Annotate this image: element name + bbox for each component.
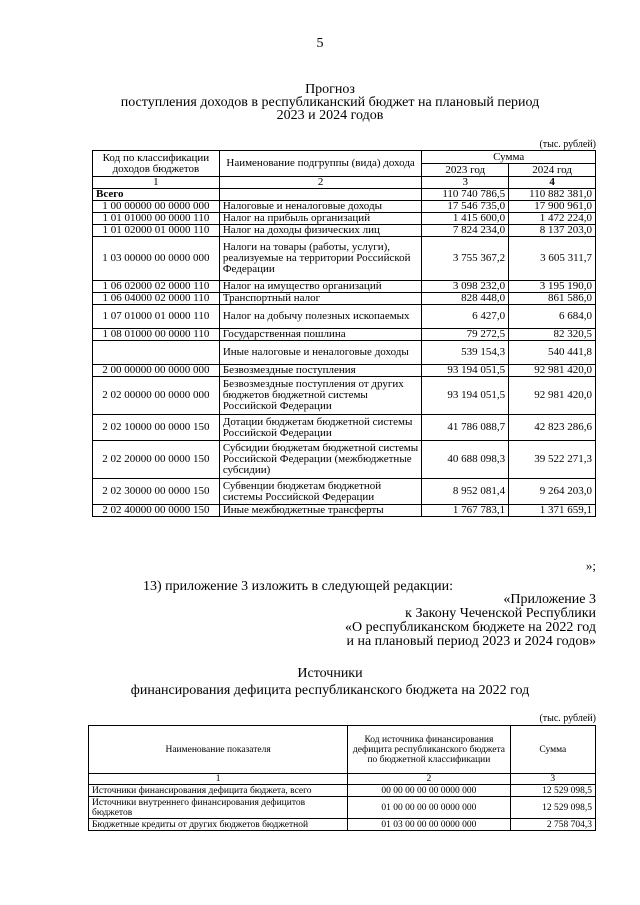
forecast-table (92, 150, 596, 517)
forecast-closing: »; (585, 558, 596, 573)
sources-table (88, 725, 596, 831)
header-num-3: 3 (510, 774, 595, 785)
row-name: Налоги на товары (работы, услуги), реализуемые на территории Российской Федерации (219, 237, 422, 281)
row-code: Всего (93, 189, 220, 201)
row-name: Безвозмездные поступления (219, 365, 422, 377)
table-row (93, 341, 596, 365)
row-name: Налог на добычу полезных ископаемых (219, 305, 422, 329)
row-value-2024: 92 981 420,0 (509, 365, 596, 377)
row-value-2023: 6 427,0 (422, 305, 509, 329)
row-code: 1 00 00000 00 0000 000 (93, 201, 220, 213)
row-amount: 12 529 098,5 (510, 785, 595, 797)
header-num-2: 2 (219, 177, 422, 189)
row-value-2024: 3 605 311,7 (509, 237, 596, 281)
header-num-1: 1 (93, 177, 220, 189)
header-amount: Сумма (510, 726, 595, 774)
row-name: Бюджетные кредиты от других бюджетов бюджетной (89, 819, 348, 831)
row-code: 2 02 40000 00 0000 150 (93, 505, 220, 517)
row-value-2023: 3 755 367,2 (422, 237, 509, 281)
header-2023: 2023 год (422, 164, 509, 177)
row-name: Налог на доходы физических лиц (219, 225, 422, 237)
row-name: Государственная пошлина (219, 329, 422, 341)
table-row (93, 377, 596, 415)
appendix-line4: и на плановый период 2023 и 2024 годов» (346, 634, 596, 649)
row-name: Дотации бюджетам бюджетной системы Российской Федерации (219, 415, 422, 441)
row-name (219, 189, 422, 201)
row-code: 2 02 00000 00 0000 000 (93, 377, 220, 415)
row-value-2024: 1 472 224,0 (509, 213, 596, 225)
table-row (89, 785, 596, 797)
row-code: 1 01 02000 01 0000 110 (93, 225, 220, 237)
row-value-2023: 8 952 081,4 (422, 479, 509, 505)
row-code: 2 02 10000 00 0000 150 (93, 415, 220, 441)
row-value-2023: 828 448,0 (422, 293, 509, 305)
row-value-2024: 540 441,8 (509, 341, 596, 365)
forecast-title (60, 83, 600, 122)
row-name: Субсидии бюджетам бюджетной системы Российской Федерации (межбюджетные субсидии) (219, 441, 422, 479)
header-sum: Сумма (422, 151, 596, 164)
row-value-2024: 17 900 961,0 (509, 201, 596, 213)
row-name: Налог на прибыль организаций (219, 213, 422, 225)
header-indicator: Наименование показателя (89, 726, 348, 774)
forecast-title-line3: 2023 и 2024 годов (276, 108, 384, 123)
row-code: 2 02 20000 00 0000 150 (93, 441, 220, 479)
table-row (93, 237, 596, 281)
page-number: 5 (316, 36, 324, 51)
sources-title (60, 665, 600, 699)
forecast-unit: (тыс. рублей) (539, 139, 596, 150)
row-amount: 2 758 704,3 (510, 819, 595, 831)
sources-title-line1: Источники (297, 666, 363, 681)
row-value-2024: 6 684,0 (509, 305, 596, 329)
row-name: Источники финансирования дефицита бюджета, всего (89, 785, 348, 797)
table-row (93, 201, 596, 213)
row-value-2023: 79 272,5 (422, 329, 509, 341)
row-code: 1 03 00000 00 0000 000 (93, 237, 220, 281)
table-row (93, 505, 596, 517)
appendix-line3: «О республиканском бюджете на 2022 год (345, 620, 596, 635)
row-value-2023: 17 546 735,0 (422, 201, 509, 213)
row-value-2023: 3 098 232,0 (422, 281, 509, 293)
table-row (89, 819, 596, 831)
row-value-2024: 110 882 381,0 (509, 189, 596, 201)
table-row (89, 797, 596, 819)
sources-unit: (тыс. рублей) (539, 713, 596, 724)
row-value-2023: 7 824 234,0 (422, 225, 509, 237)
row-amount: 12 529 098,5 (510, 797, 595, 819)
header-num-1: 1 (89, 774, 348, 785)
row-code: 2 02 30000 00 0000 150 (93, 479, 220, 505)
table-row (93, 305, 596, 329)
table-row (93, 415, 596, 441)
header-2024: 2024 год (509, 164, 596, 177)
row-value-2023: 93 194 051,5 (422, 365, 509, 377)
row-value-2023: 1 415 600,0 (422, 213, 509, 225)
row-code: 01 00 00 00 00 0000 000 (348, 797, 510, 819)
row-name: Безвозмездные поступления от других бюджетов бюджетной системы Российской Федерации (219, 377, 422, 415)
row-value-2024: 1 371 659,1 (509, 505, 596, 517)
row-name: Налоговые и неналоговые доходы (219, 201, 422, 213)
header-num-2: 2 (348, 774, 510, 785)
row-value-2024: 861 586,0 (509, 293, 596, 305)
appendix-line1: «Приложение 3 (503, 592, 596, 607)
row-value-2023: 93 194 051,5 (422, 377, 509, 415)
row-value-2024: 9 264 203,0 (509, 479, 596, 505)
row-name: Источники внутреннего финансирования дефицитов бюджетов (89, 797, 348, 819)
header-name: Наименование подгруппы (вида) дохода (219, 151, 422, 177)
row-value-2024: 3 195 190,0 (509, 281, 596, 293)
table-row (93, 441, 596, 479)
row-name: Иные налоговые и неналоговые доходы (219, 341, 422, 365)
row-code: 01 03 00 00 00 0000 000 (348, 819, 510, 831)
table-row (93, 479, 596, 505)
table-row (93, 293, 596, 305)
row-value-2024: 92 981 420,0 (509, 377, 596, 415)
appendix-line2: к Закону Чеченской Республики (405, 606, 596, 621)
row-value-2023: 1 767 783,1 (422, 505, 509, 517)
row-code: 1 07 01000 01 0000 110 (93, 305, 220, 329)
table-row (93, 281, 596, 293)
amendment-paragraph: 13) приложение 3 изложить в следующей редакции: (143, 579, 453, 594)
row-value-2024: 8 137 203,0 (509, 225, 596, 237)
row-value-2024: 39 522 271,3 (509, 441, 596, 479)
row-name: Иные межбюджетные трансферты (219, 505, 422, 517)
row-name: Субвенции бюджетам бюджетной системы Российской Федерации (219, 479, 422, 505)
row-name: Транспортный налог (219, 293, 422, 305)
header-num-3: 3 (422, 177, 509, 189)
row-code: 1 08 01000 00 0000 110 (93, 329, 220, 341)
appendix-heading (276, 593, 596, 649)
row-value-2024: 42 823 286,6 (509, 415, 596, 441)
row-code: 1 06 02000 02 0000 110 (93, 281, 220, 293)
row-code: 1 06 04000 02 0000 110 (93, 293, 220, 305)
row-value-2023: 539 154,3 (422, 341, 509, 365)
table-row (93, 225, 596, 237)
row-value-2023: 40 688 098,3 (422, 441, 509, 479)
forecast-title-line1: Прогноз (305, 82, 355, 97)
header-num-4: 4 (509, 177, 596, 189)
row-code: 2 00 00000 00 0000 000 (93, 365, 220, 377)
sources-title-line2: финансирования дефицита республиканского бюджета на 2022 год (130, 683, 530, 698)
header-code: Код по классификации доходов бюджетов (93, 151, 220, 177)
table-row (93, 213, 596, 225)
row-value-2024: 82 320,5 (509, 329, 596, 341)
row-code: 1 01 01000 00 0000 110 (93, 213, 220, 225)
row-name: Налог на имущество организаций (219, 281, 422, 293)
row-code (93, 341, 220, 365)
forecast-title-line2: поступления доходов в республиканский бюджет на плановый период (120, 95, 540, 110)
row-value-2023: 110 740 786,5 (422, 189, 509, 201)
table-row (93, 189, 596, 201)
table-row (93, 329, 596, 341)
header-source-code: Код источника финансирования дефицита республиканского бюджета по бюджетной классификации (348, 726, 510, 774)
row-code: 00 00 00 00 00 0000 000 (348, 785, 510, 797)
table-row (93, 365, 596, 377)
row-value-2023: 41 786 088,7 (422, 415, 509, 441)
